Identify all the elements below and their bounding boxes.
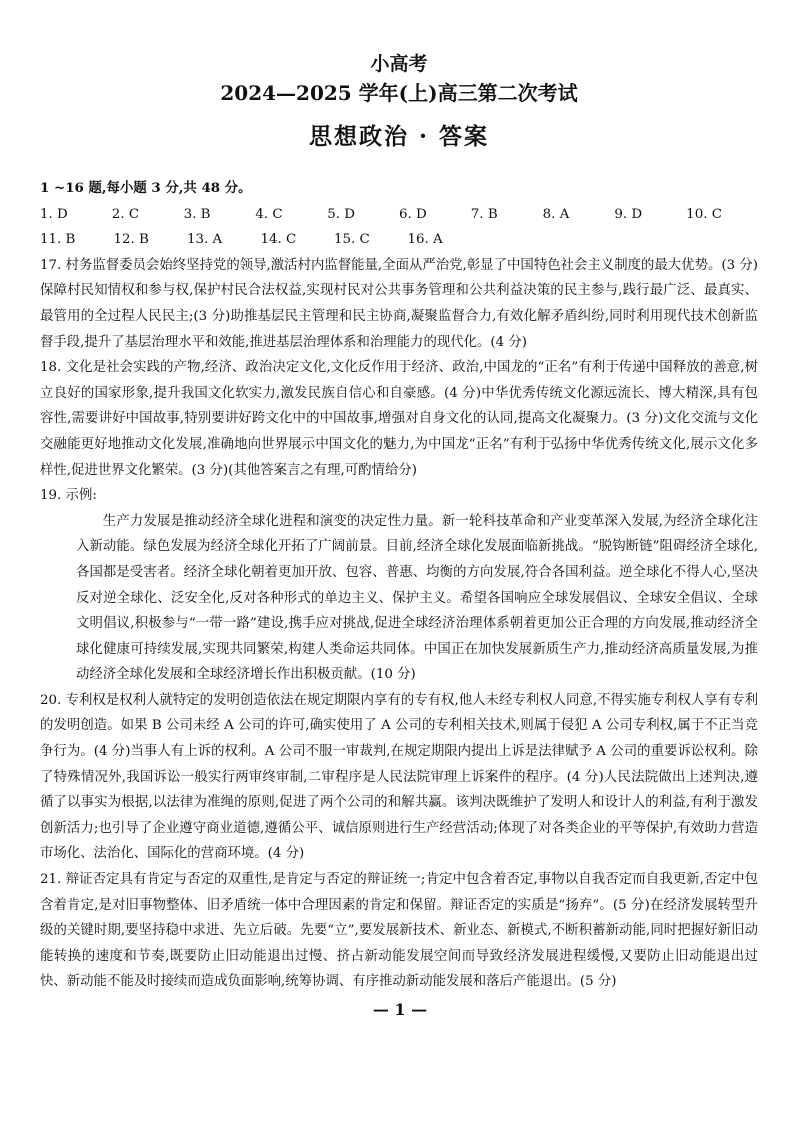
mc-answer: 7. B xyxy=(470,206,498,222)
answer-content xyxy=(40,176,758,995)
page-number: — 1 — xyxy=(372,1000,428,1019)
mc-answer: 14. C xyxy=(260,232,297,248)
answer-q21: 21. 辩证否定具有肯定与否定的双重性,是肯定与否定的辩证统一;肯定中包含着否定,事物以自我否定而自我更新,否定中包含着肯定,是对旧事物整体、旧矛盾统一体中合理因素的肯定和保留。辩证否定的实质是“扬弃”。(5 分)在经济发展转型升级的关键时期,要坚持稳中求进、先立后破。先要“立”,要发展新技术、新业态、新模式,不断积蓄新动能,同时把握好新旧动能转换的速度和节奏,既要防止旧动能退出过慢、挤占新动能发展空间而导致经济发展进程缓慢,又要防止旧动能退出过快、新动能不能及时接续而造成负面影响,统筹协调、有序推动新动能发展和落后产能退出。(5 分) xyxy=(40,872,758,990)
mc-row-1 xyxy=(40,202,758,228)
mc-answer: 4. C xyxy=(255,206,283,222)
mc-answer: 9. D xyxy=(614,206,643,222)
mc-answer: 16. A xyxy=(407,232,443,248)
mc-answer: 11. B xyxy=(40,232,76,248)
mc-answer: 8. A xyxy=(542,206,570,222)
answer-q19-label: 19. 示例: xyxy=(40,488,97,504)
mc-row-2 xyxy=(40,227,758,253)
mc-answer: 15. C xyxy=(334,232,370,248)
subject-title: 思想政治 · 答案 xyxy=(308,123,490,150)
exam-title: 2024—2025 学年(上)高三第二次考试 xyxy=(220,81,578,105)
mc-answer: 2. C xyxy=(111,206,140,222)
exam-header xyxy=(40,50,758,154)
mc-answer: 6. D xyxy=(398,206,427,222)
mc-note: 1 ~16 题,每小题 3 分,共 48 分。 xyxy=(40,180,252,196)
mc-answer: 5. D xyxy=(327,206,355,222)
answer-q20: 20. 专利权是权利人就特定的发明创造依法在规定期限内享有的专有权,他人未经专利权人同意,不得实施专利权人享有专利的发明创造。如果 B 公司未经 A 公司的许可,确实使用了 A 公司的专利相关技术,则属于侵犯 A 公司专利权,属于不正当竞争行为。(4 分)当事人有上诉的权利。A 公司不服一审裁判,在规定期限内提出上诉是法律赋予 A 公司的重要诉讼权利。除了特殊情况外,我国诉讼一般实行两审终审制,二审程序是人民法院审理上诉案件的程序。(4 分)人民法院做出上述判决,遵循了以事实为根据,以法律为准绳的原则,促进了两个公司的和解共赢。该判决既维护了发明人和设计人的利益,有利于激发创新活力;也引导了企业遵守商业道德,遵循公平、诚信原则进行生产经营活动;体现了对各类企业的平等保护,有效助力营造市场化、法治化、国际化的营商环境。(4 分) xyxy=(40,692,758,862)
mc-answer: 3. B xyxy=(183,206,211,222)
mc-answer: 12. B xyxy=(113,232,149,248)
mc-answer: 13. A xyxy=(187,232,223,248)
answer-q17: 17. 村务监督委员会始终坚持党的领导,激活村内监督能量,全面从严治党,彰显了中国特色社会主义制度的最大优势。(3 分)保障村民知情权和参与权,保护村民合法权益,实现村民对公共事务管理和公共利益决策的民主参与,践行最广泛、最真实、最管用的全过程人民民主;(3 分)助推基层民主管理和民主协商,凝聚监督合力,有效化解矛盾纠纷,同时利用现代技术创新监督手段,提升了基层治理水平和效能,推进基层治理体系和治理能力的现代化。(4 分) xyxy=(40,257,758,350)
org-title: 小高考 xyxy=(370,53,428,75)
answer-q19-text: 生产力发展是推动经济全球化进程和演变的决定性力量。新一轮科技革命和产业变革深入发展,为经济全球化注入新动能。绿色发展为经济全球化开拓了广阔前景。目前,经济全球化发展面临新挑战。“脱钩断链”阻碍经济全球化,各国都是受害者。经济全球化朝着更加开放、包容、普惠、均衡的方向发展,符合各国利益。逆全球化不得人心,坚决反对逆全球化、泛安全化,反对各种形式的单边主义、保护主义。希望各国响应全球发展倡议、全球安全倡议、全球文明倡议,积极参与“一带一路”建设,携手应对挑战,促进全球经济治理体系朝着更加公正合理的方向发展,推动经济全球化健康可持续发展,实现共同繁荣,构建人类命运共同体。中国正在加快发展新质生产力,推动经济高质量发展,为推动经济全球化发展和全球经济增长作出积极贡献。(10 分) xyxy=(76,513,758,683)
mc-answer: 10. C xyxy=(686,206,722,222)
answer-q18: 18. 文化是社会实践的产物,经济、政治决定文化,文化反作用于经济、政治,中国龙的“正名”有利于传递中国释放的善意,树立良好的国家形象,提升我国文化软实力,激发民族自信心和自豪感。(4 分)中华优秀传统文化源远流长、博大精深,具有包容性,需要讲好中国故事,特别要讲好跨文化中的中国故事,增强对自身文化的认同,提高文化凝聚力。(3 分)文化交流与文化交融能更好地推动文化发展,准确地向世界展示中国文化的魅力,为中国龙“正名”有利于弘扬中华优秀传统文化,展示文化多样性,促进世界文化繁荣。(3 分)(其他答案言之有理,可酌情给分) xyxy=(40,360,758,478)
mc-answer: 1. D xyxy=(40,206,68,222)
